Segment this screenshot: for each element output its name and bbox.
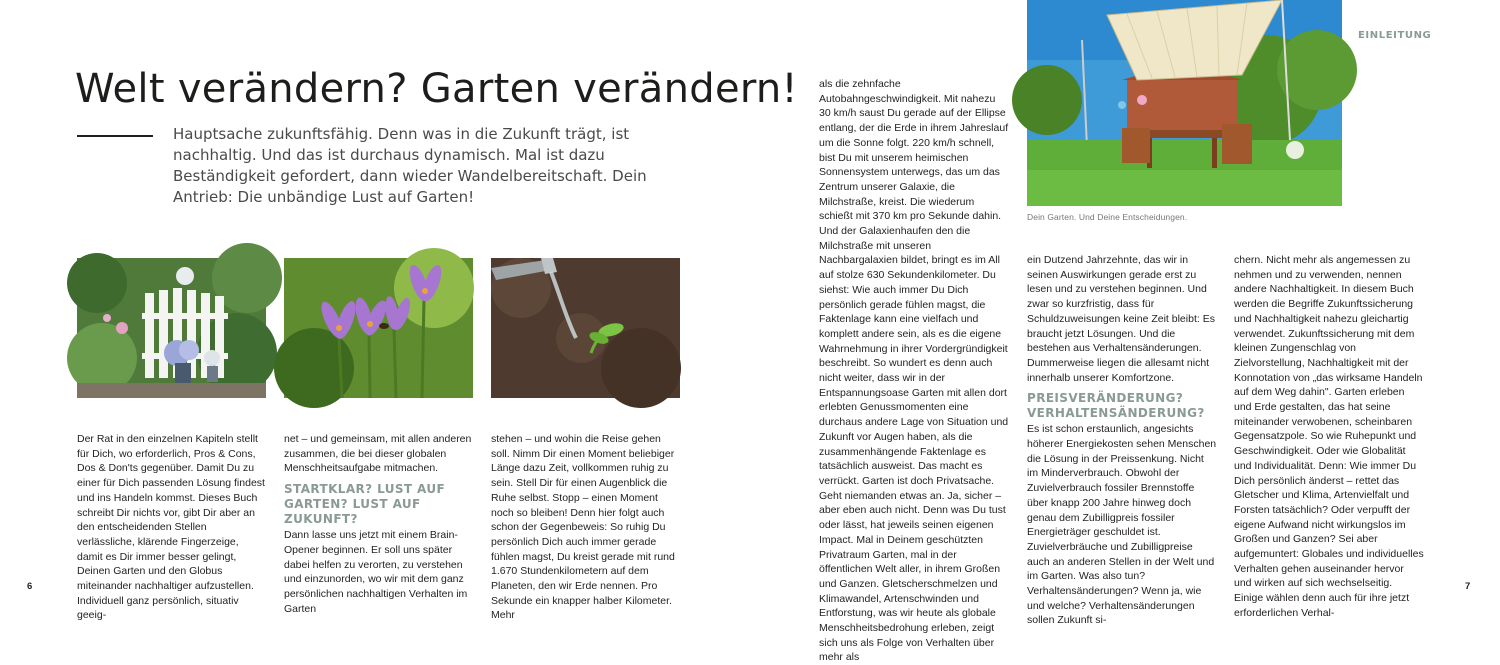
body-text: ein Dutzend Jahrzehnte, das wir in seinen Auswirkungen gerade erst zu lesen und zu verstehen beginnen. Und zwar so kurzfristig, dass für Schuldzuweisungen keine Zeit bleibt: Es braucht jetzt Lösungen. Und die bestehen aus Verhaltensänderungen. Dummerweise liegen die allesamt nicht innerhalb unserer Komfortzone.	[1027, 254, 1215, 384]
left-column-1	[77, 432, 267, 623]
image-caption: Dein Garten. Und Deine Entscheidungen.	[1027, 212, 1188, 222]
left-column-2	[284, 432, 474, 616]
photo-crocuses	[284, 258, 473, 398]
subheading: PREISVERÄNDERUNG? VERHALTENSÄNDERUNG?	[1027, 391, 1205, 421]
body-text: net – und gemeinsam, mit allen anderen zusammen, die bei dieser globalen Menschheitsaufgabe mitmachen.	[284, 433, 472, 475]
lead-paragraph: Hauptsache zukunftsfähig. Denn was in die Zukunft trägt, ist nachhaltig. Und das ist durchaus dynamisch. Mal ist dazu Beständigkeit gefordert, dann wieder Wandelbereitschaft. Dein Antrieb: Die unbändige Lust auf Garten!	[173, 125, 647, 206]
photo-garden-canopy	[1027, 0, 1342, 206]
subheading: STARTKLAR? LUST AUF GARTEN? LUST AUF ZUKUNFT?	[284, 482, 446, 527]
body-text: chern. Nicht mehr als angemessen zu nehmen und zu verwenden, nennen andere Nachhaltigkeit. In diesem Buch werden die Begriffe Zukunftssicherung und Nachhaltigkeit nahezu gleichartig verwendet. Zukunftssicherung mit dem kleinen Zungenschlag von Zielvorstellung, Nachhaltigkeit mit der Konnotation von „das wirksame Handeln auf dem Weg dahin". Garten erleben und Erde gestalten, das hat seine miteinander verwobenen, scheinbaren Gegensatzpole. So wie Ruhepunkt und Geschwindigkeit. Oder wie Globalität und Individualität. Denn: Wie immer Du Dich persönlich änderst – rettet das Gletscher und Klima, Artenvielfalt und Forsten tatsächlich? Oder verpufft der eigene Aufwand nicht wirkungslos im Großen und Ganzen? Sei aber aufgemuntert: Globales und individuelles Verhalten gehen auseinander hervor und wirken auf sich wechselseitig. Einige wählen denn auch für ihre jetzt erforderlichen Verhal-	[1234, 254, 1424, 619]
section-label: EINLEITUNG	[1358, 30, 1432, 41]
right-column-1	[819, 77, 1009, 665]
body-text: Dann lasse uns jetzt mit einem Brain-Opener beginnen. Er soll uns später dabei helfen zu verorten, zu verstehen und einzunorden, wo wir mit dem ganz persönlichen nachhaltigen Verhalten im Garten	[284, 529, 468, 615]
right-column-3	[1234, 253, 1424, 621]
body-text: stehen – und wohin die Reise gehen soll. Nimm Dir einen Moment beliebiger Länge dazu Zeit, vollkommen ruhig zu sein. Stell Dir für einen Augenblick die Ruhe selbst. Stopp – einen Moment noch so bleiben! Denn hier folgt auch schon der Gegenbeweis: So ruhig Du persönlich Dich auch immer gerade fühlen magst, Du kreist gerade mit rund 1.670 Stundenkilometern auf dem Planeten, den wir Erde nennen. Pro Sekunde ein knapper halber Kilometer. Mehr	[491, 433, 675, 622]
photo-garden-fence	[77, 258, 266, 398]
page-number-right: 7	[1465, 581, 1471, 592]
page-number-left: 6	[27, 581, 33, 592]
title-rule	[77, 135, 153, 137]
left-column-3	[491, 432, 681, 623]
body-text: Der Rat in den einzelnen Kapiteln stellt für Dich, wo erforderlich, Pros & Cons, Dos & Don'ts gegenüber. Damit Du zu einer für Dich passenden Lösung findest und ins Handeln kommst. Dieses Buch schreibt Dir nichts vor, gibt Dir aber an den entscheidenden Stellen verlässliche, klärende Fingerzeige, damit es Dir immer besser gelingt, Deinen Garten und den Globus miteinander nachhaltiger aufzustellen. Individuell ganz persönlich, situativ geeig-	[77, 433, 265, 622]
body-text: Es ist schon erstaunlich, angesichts höherer Energiekosten sehen Menschen die Lösung in der Preissenkung. Nicht im Minderverbrauch. Obwohl der Zuvielverbrauch fossiler Brennstoffe über knapp 200 Jahre hinweg doch genau dem Zubilligpreis fossiler Energieträger geschuldet ist. Zuvielverbräuche und Zubilligpreise auch an anderen Stellen in der Welt und im Garten. Was also tun? Verhaltensänderungen? Wenn ja, wie und welche? Verhaltensänderungen sollen Zukunft si-	[1027, 423, 1217, 627]
photo-watering-seedling	[491, 258, 680, 398]
right-column-2	[1027, 253, 1217, 628]
page-title: Welt verändern? Garten verändern!	[75, 66, 798, 112]
body-text: als die zehnfache Autobahngeschwindigkeit. Mit nahezu 30 km/h saust Du gerade auf der Ellipse entlang, der die Erde in ihrem Jahreslauf um die Sonne folgt. 220 km/h schnell, bist Du mit unserem heimischen Sonnensystem unterwegs, das um das Zentrum unserer Galaxie, die Milchstraße, kreist. Die wiederum schießt mit 370 km pro Sekunde dahin. Und der Galaxienhaufen den die Milchstraße mit unseren Nachbargalaxien bildet, bringt es im All auf stolze 630 Sekundenkilometer. Du siehst: Wie auch immer Du Dich persönlich gerade fühlen magst, die Faktenlage kann eine vielfach und komplett andere sein, als es die eigene Wahrnehmung in ihrer Vordergründigkeit beschreibt. So wundert es denn auch nicht weiter, dass wir in der Entspannungsoase Garten mit allen dort erlebten Genussmomenten eine durchaus andere Lage von Situation und Zukunft vor Augen haben, als die zusammenhängende Faktenlage es tatsächlich ausweist. Das macht es verrückt. Garten ist doch Privatsache. Geht niemanden etwas an. Ja, sicher – aber eben auch nicht. Denn was Du tust oder lässt, hat jeweils seinen eigenen Impact. Mal in Deinem geschützten Privatraum Garten, mal in der öffentlichen Welt aller, in ihrem Großen und Ganzen. Gletscherschmelzen und Klimawandel, Artenschwinden und Entforstung, was wir heute als globale Menschheitsbedrohung erleben, zeigt sich uns als Folge von Verhalten über mehr als	[819, 78, 1009, 664]
